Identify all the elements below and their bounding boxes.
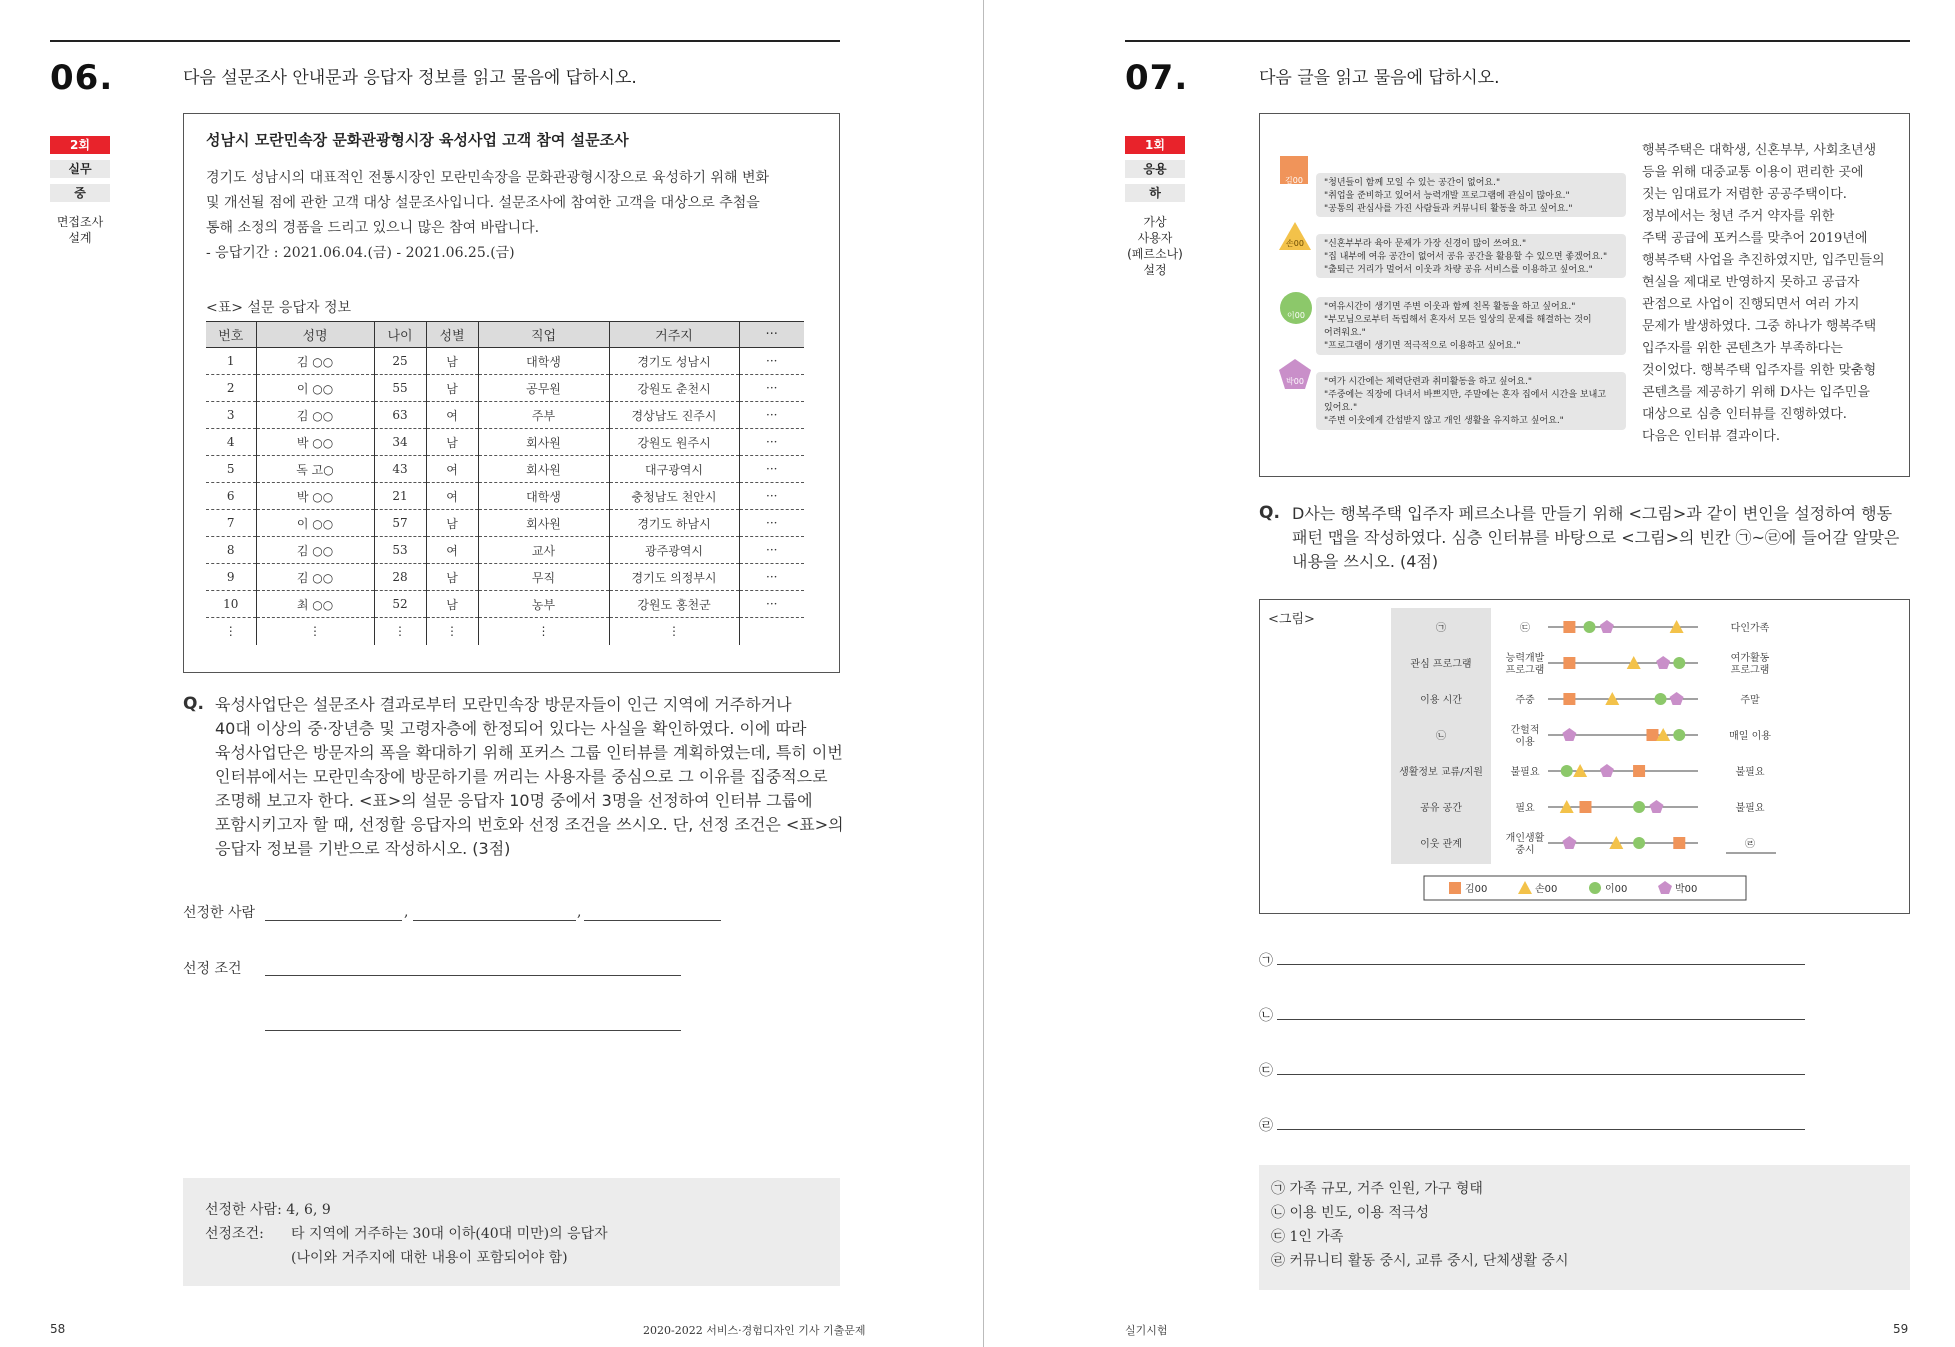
passage-line: 등을 위해 대중교통 이용이 편리한 곳에 [1642, 165, 1864, 180]
footer-right: 실기시험 [1125, 1324, 1168, 1337]
figure-caption: <그림> [1268, 612, 1315, 627]
table-cell: 여 [426, 483, 478, 510]
blank-label-4: ㉣ [1259, 1118, 1273, 1134]
table-cell: ··· [739, 510, 804, 537]
table-cell: ··· [739, 483, 804, 510]
respondent-table [206, 321, 804, 645]
table-cell: 공무원 [478, 375, 609, 402]
row-label: 이용 시간 [1420, 695, 1462, 706]
table-cell: 김 ○○ [256, 537, 374, 564]
selection-condition-blank-2[interactable] [265, 1030, 681, 1031]
answer-selected-label: 선정한 사람: [205, 1202, 282, 1218]
table-cell: 8 [206, 537, 256, 564]
row-label: 공유 공간 [1420, 803, 1462, 814]
table-cell: 남 [426, 348, 478, 375]
row-left-label: 개인생활 [1505, 833, 1545, 844]
row-label: 이웃 관계 [1420, 839, 1462, 850]
row-left-label: 중시 [1515, 845, 1535, 856]
table-cell: 이 ○○ [256, 375, 374, 402]
answer-condition-value: 타 지역에 거주하는 30대 이하(40대 미만)의 응답자 [291, 1226, 608, 1242]
question-text-06: 육성사업단은 설문조사 결과로부터 모란민속장 방문자들이 인근 지역에 거주하거나 40대 이상의 중·장년층 및 고령자층에 한정되어 있다는 사실을 확인하였다. 이에 따라 육성사업단은 방문자의 폭을 확대하기 위해 포커스 그룹 인터뷰를 계획하였는데, 특히 이번 인터뷰에서는 모란민속장에 방문하기를 꺼리는 사용자를 중심으로 그 이유를 집중적으로 조명해 보고자 한다. <표>의 설문 응답자 10명 중에서 3명을 선정하여 인터뷰 그룹에 포함시키고자 할 때, 선정할 응답자의 번호와 선정 조건을 쓰시오. 단, 선정 조건은 <표>의 응답자 정보를 기반으로 작성하시오. (3점) [215, 695, 844, 858]
table-cell: 광주광역시 [609, 537, 739, 564]
survey-title: 성남시 모란민속장 문화관광형시장 육성사업 고객 참여 설문조사 [206, 131, 629, 149]
row-right-label: 불필요 [1735, 803, 1765, 814]
selected-person-blank-1[interactable] [265, 920, 402, 921]
table-header-cell: 번호 [206, 322, 256, 348]
marker-park [1656, 656, 1670, 669]
table-cell: ··· [739, 591, 804, 618]
table-cell: 대학생 [478, 483, 609, 510]
selected-person-blank-3[interactable] [584, 920, 721, 921]
table-cell: 경기도 의정부시 [609, 564, 739, 591]
passage-line: 문제가 발생하였다. 그중 하나가 행복주택 [1642, 319, 1877, 334]
table-cell: 43 [374, 456, 426, 483]
blank-answer-4[interactable] [1277, 1129, 1805, 1130]
answer-07-2: ㉡ 이용 빈도, 이용 적극성 [1271, 1205, 1429, 1221]
table-row [206, 510, 804, 537]
tag-round-07: 1회 [1125, 136, 1185, 154]
table-header-cell: 거주지 [609, 322, 739, 348]
answer-box-06 [183, 1178, 840, 1286]
table-cell: 53 [374, 537, 426, 564]
legend-label: 이00 [1605, 884, 1628, 895]
table-cell: ⋮ [374, 618, 426, 645]
table-cell: 대구광역시 [609, 456, 739, 483]
selected-person-label: 선정한 사람 [183, 905, 256, 921]
table-cell: 9 [206, 564, 256, 591]
blank-answer-3[interactable] [1277, 1074, 1805, 1075]
table-cell: ⋮ [609, 618, 739, 645]
selection-condition-blank-1[interactable] [265, 975, 681, 976]
table-cell: 4 [206, 429, 256, 456]
tag-type-07: 응용 [1125, 160, 1185, 178]
marker-kim [1579, 801, 1591, 813]
question-instruction-07: 다음 글을 읽고 물음에 답하시오. [1259, 68, 1500, 88]
passage-line: 주택 공급에 포커스를 맞추어 2019년에 [1642, 231, 1868, 246]
table-cell: 여 [426, 456, 478, 483]
table-cell: 3 [206, 402, 256, 429]
marker-lee [1673, 657, 1685, 669]
table-row [206, 429, 804, 456]
marker-park [1562, 728, 1576, 741]
table-cell: 경상남도 진주시 [609, 402, 739, 429]
row-left-label: ㉢ [1520, 623, 1530, 634]
marker-lee [1673, 729, 1685, 741]
table-cell: ⋮ [478, 618, 609, 645]
table-cell: 여 [426, 402, 478, 429]
legend-label: 손00 [1535, 884, 1558, 895]
table-cell: 1 [206, 348, 256, 375]
question-text-07: D사는 행복주택 입주자 페르소나를 만들기 위해 <그림>과 같이 변인을 설정하여 행동 패턴 맵을 작성하였다. 심층 인터뷰를 바탕으로 <그림>의 빈칸 ㉠~㉣에 들어갈 알맞은 내용을 쓰시오. (4점) [1292, 504, 1900, 571]
table-cell: 최 ○○ [256, 591, 374, 618]
table-header-cell: 성명 [256, 322, 374, 348]
tag-round: 2회 [50, 136, 110, 154]
interview-box [1259, 113, 1910, 477]
survey-intro: 경기도 성남시의 대표적인 전통시장인 모란민속장을 문화관광형시장으로 육성하기 위해 변화 및 개선될 점에 관한 고객 대상 설문조사입니다. 설문조사에 참여한 고객을 대상으로 추첨을 통해 소정의 경품을 드리고 있으니 많은 참여 바랍니다. - 응답기간 : 2021.06.04.(금) - 2021.06.25.(금) [206, 166, 769, 266]
table-cell [739, 618, 804, 645]
row-left-label: 프로그램 [1505, 665, 1545, 676]
table-cell: 34 [374, 429, 426, 456]
row-left-label: 필요 [1515, 803, 1535, 814]
persona-kim-name: 김00 [1285, 176, 1303, 185]
marker-lee [1633, 801, 1645, 813]
marker-park [1600, 620, 1614, 633]
table-cell: 무직 [478, 564, 609, 591]
right-top-rule [1125, 40, 1910, 42]
table-cell: 박 ○○ [256, 429, 374, 456]
table-row [206, 375, 804, 402]
legend-label: 박00 [1675, 884, 1698, 895]
marker-lee [1584, 621, 1596, 633]
table-cell: ⋮ [426, 618, 478, 645]
marker-kim [1563, 657, 1575, 669]
passage-line: 것이었다. 행복주택 입주자를 위한 맞춤형 [1642, 363, 1877, 378]
table-cell: 대학생 [478, 348, 609, 375]
passage-line: 입주자를 위한 콘텐츠가 부족하다는 [1642, 341, 1843, 356]
table-cell: 강원도 원주시 [609, 429, 739, 456]
question-instruction-06: 다음 설문조사 안내문과 응답자 정보를 읽고 물음에 답하시오. [183, 68, 637, 88]
page-number-left: 58 [50, 1322, 66, 1336]
table-cell: 주부 [478, 402, 609, 429]
row-label: ㉠ [1436, 623, 1446, 634]
passage-line: 관점으로 사업이 진행되면서 여러 가지 [1642, 297, 1860, 312]
answer-07-3: ㉢ 1인 가족 [1271, 1229, 1344, 1245]
marker-kim [1646, 729, 1658, 741]
table-cell: 회사원 [478, 510, 609, 537]
passage-text [1642, 140, 1885, 448]
persona-son-quotes: "신혼부부라 육아 문제가 가장 신경이 많이 쓰여요." "집 내부에 여유 공간이 없어서 공유 공간을 활용할 수 있으면 좋겠어요." "출퇴근 거리가 멀어서 이웃과 차량 공유 서비스를 이용하고 싶어요." [1316, 234, 1626, 278]
table-caption: <표> 설문 응답자 정보 [206, 300, 352, 316]
marker-park [1670, 692, 1684, 705]
selected-person-blank-2[interactable] [413, 920, 576, 921]
table-cell: 회사원 [478, 429, 609, 456]
behavior-pattern-map [1259, 599, 1910, 914]
table-cell: 7 [206, 510, 256, 537]
side-topic-label: 면접조사 설계 [56, 215, 104, 245]
tag-difficulty: 중 [50, 184, 110, 202]
persona-lee-name: 이00 [1287, 311, 1305, 320]
table-cell: 여 [426, 537, 478, 564]
table-cell: ··· [739, 429, 804, 456]
table-cell: ··· [739, 537, 804, 564]
answer-box-07 [1259, 1165, 1910, 1290]
table-cell: 5 [206, 456, 256, 483]
row-right-label: 불필요 [1735, 767, 1765, 778]
blank-label-3: ㉢ [1259, 1063, 1273, 1079]
blank-label-2: ㉡ [1259, 1008, 1273, 1024]
table-cell: 남 [426, 429, 478, 456]
table-cell: ··· [739, 456, 804, 483]
row-label: ㉡ [1436, 731, 1446, 742]
row-left-label: 간헐적 [1510, 725, 1540, 736]
side-topic-label-07: 가상 사용자 (페르소나) 설정 [1127, 215, 1183, 277]
persona-park-quotes: "여가 시간에는 체력단련과 취미활동을 하고 싶어요." "주중에는 직장에 다녀서 바쁘지만, 주말에는 혼자 집에서 시간을 보내고 있어요." "주변 이웃에게 간섭받지 않고 개인 생활을 유지하고 싶어요." [1316, 372, 1626, 430]
row-left-label: 능력개발 [1505, 653, 1545, 664]
pattern-map-svg [1260, 600, 1911, 915]
row-left-label: 주중 [1515, 695, 1535, 706]
survey-box [183, 113, 840, 673]
row-right-label: 다인가족 [1730, 623, 1770, 634]
table-cell: 경기도 하남시 [609, 510, 739, 537]
row-right-label: 여가활동 [1730, 653, 1770, 664]
table-cell: 25 [374, 348, 426, 375]
table-cell: 2 [206, 375, 256, 402]
table-row [206, 456, 804, 483]
table-cell: 63 [374, 402, 426, 429]
table-header-cell: 성별 [426, 322, 478, 348]
marker-lee [1589, 882, 1601, 894]
table-cell: 충청남도 천안시 [609, 483, 739, 510]
page-number-right: 59 [1893, 1322, 1909, 1336]
passage-line: 정부에서는 청년 주거 약자를 위한 [1642, 209, 1835, 224]
comma-2: , [577, 904, 582, 920]
persona-son-name: 손00 [1286, 239, 1304, 248]
page-divider [983, 0, 984, 1347]
answer-07-4: ㉣ 커뮤니티 활동 중시, 교류 중시, 단체생활 중시 [1271, 1253, 1569, 1269]
passage-line: 행복주택 사업을 추진하였지만, 입주민들의 [1642, 253, 1885, 268]
passage-line: 현실을 제대로 반영하지 못하고 공급자 [1642, 275, 1860, 290]
table-cell: 회사원 [478, 456, 609, 483]
question-number-07: 07. [1125, 58, 1189, 98]
table-cell: 이 ○○ [256, 510, 374, 537]
table-cell: 강원도 홍천군 [609, 591, 739, 618]
marker-park [1562, 836, 1576, 849]
marker-kim [1563, 621, 1575, 633]
marker-park [1650, 800, 1664, 813]
marker-lee [1561, 765, 1573, 777]
row-right-label: 프로그램 [1730, 665, 1770, 676]
table-cell: 10 [206, 591, 256, 618]
table-row [206, 348, 804, 375]
marker-park [1600, 764, 1614, 777]
tag-type: 실무 [50, 160, 110, 178]
table-row [206, 537, 804, 564]
marker-lee [1633, 837, 1645, 849]
question-mark-06: Q. [183, 694, 204, 714]
question-number-06: 06. [50, 58, 114, 98]
table-cell: ··· [739, 375, 804, 402]
marker-lee [1655, 693, 1667, 705]
table-cell: 6 [206, 483, 256, 510]
row-left-label: 이용 [1515, 737, 1535, 748]
answer-selected-value: 4, 6, 9 [286, 1202, 331, 1218]
passage-line: 행복주택은 대학생, 신혼부부, 사회초년생 [1642, 143, 1877, 158]
answer-07-1: ㉠ 가족 규모, 거주 인원, 가구 형태 [1271, 1181, 1483, 1197]
footer-left: 2020-2022 서비스·경험디자인 기사 기출문제 [643, 1324, 866, 1337]
marker-kim [1563, 693, 1575, 705]
left-top-rule [50, 40, 840, 42]
table-cell: ⋮ [224, 624, 237, 639]
table-cell: 52 [374, 591, 426, 618]
table-cell: 28 [374, 564, 426, 591]
table-cell: 21 [374, 483, 426, 510]
row-right-label: ㉣ [1745, 839, 1755, 850]
question-mark-07: Q. [1259, 503, 1280, 523]
table-cell: 김 ○○ [256, 402, 374, 429]
table-cell: 57 [374, 510, 426, 537]
table-row [206, 591, 804, 618]
passage-line: 다음은 인터뷰 결과이다. [1642, 429, 1780, 444]
table-row [206, 402, 804, 429]
table-cell: 김 ○○ [256, 348, 374, 375]
marker-kim [1633, 765, 1645, 777]
table-header-cell: 나이 [374, 322, 426, 348]
comma-1: , [404, 904, 409, 920]
passage-line: 대상으로 심층 인터뷰를 진행하였다. [1642, 407, 1847, 422]
selection-condition-label: 선정 조건 [183, 961, 242, 977]
table-cell: 교사 [478, 537, 609, 564]
table-cell: 강원도 춘천시 [609, 375, 739, 402]
table-cell: 55 [374, 375, 426, 402]
row-left-label: 불필요 [1510, 767, 1540, 778]
passage-line: 짓는 임대료가 저렴한 공공주택이다. [1642, 187, 1847, 202]
persona-kim-quotes: "청년들이 함께 모일 수 있는 공간이 없어요." "취업을 준비하고 있어서 능력개발 프로그램에 관심이 많아요." "공통의 관심사를 가진 사람들과 커뮤니티 활동을 하고 싶어요." [1316, 173, 1626, 217]
table-header-cell: ··· [739, 322, 804, 348]
passage-line: 콘텐츠를 제공하기 위해 D사는 입주민을 [1642, 385, 1870, 400]
marker-kim [1449, 882, 1461, 894]
table-row [206, 564, 804, 591]
table-cell: 남 [426, 375, 478, 402]
marker-kim [1673, 837, 1685, 849]
table-cell: 남 [426, 591, 478, 618]
table-cell: 김 ○○ [256, 564, 374, 591]
table-cell: 경기도 성남시 [609, 348, 739, 375]
table-cell: 박 ○○ [256, 483, 374, 510]
persona-lee-quotes: "여유시간이 생기면 주변 이웃과 함께 친목 활동을 하고 싶어요." "부모님으로부터 독립해서 혼자서 모든 일상의 문제를 해결하는 것이 어려워요." "프로그램이 생기면 적극적으로 이용하고 싶어요." [1316, 297, 1626, 355]
table-cell: 독 고○ [256, 456, 374, 483]
table-cell: 농부 [478, 591, 609, 618]
answer-condition-note: (나이와 거주지에 대한 내용이 포함되어야 함) [291, 1250, 568, 1266]
survey-period: - 응답기간 : 2021.06.04.(금) - 2021.06.25.(금) [206, 245, 515, 261]
row-label: 관심 프로그램 [1410, 659, 1472, 670]
table-cell: ··· [739, 348, 804, 375]
table-cell: 남 [426, 510, 478, 537]
blank-answer-1[interactable] [1277, 964, 1805, 965]
table-cell: ··· [739, 564, 804, 591]
table-cell: ⋮ [256, 618, 374, 645]
table-cell: 남 [426, 564, 478, 591]
legend-label: 김00 [1465, 884, 1488, 895]
row-label: 생활정보 교류/지원 [1399, 767, 1483, 778]
table-row [206, 618, 804, 645]
table-cell: ··· [739, 402, 804, 429]
persona-park-name: 박00 [1286, 377, 1304, 386]
blank-label-1: ㉠ [1259, 953, 1273, 969]
tag-difficulty-07: 하 [1125, 184, 1185, 202]
answer-condition-label: 선정조건: [205, 1226, 264, 1242]
table-row [206, 483, 804, 510]
row-right-label: 매일 이용 [1729, 731, 1771, 742]
table-header-cell: 직업 [478, 322, 609, 348]
blank-answer-2[interactable] [1277, 1019, 1805, 1020]
row-right-label: 주말 [1740, 695, 1760, 706]
